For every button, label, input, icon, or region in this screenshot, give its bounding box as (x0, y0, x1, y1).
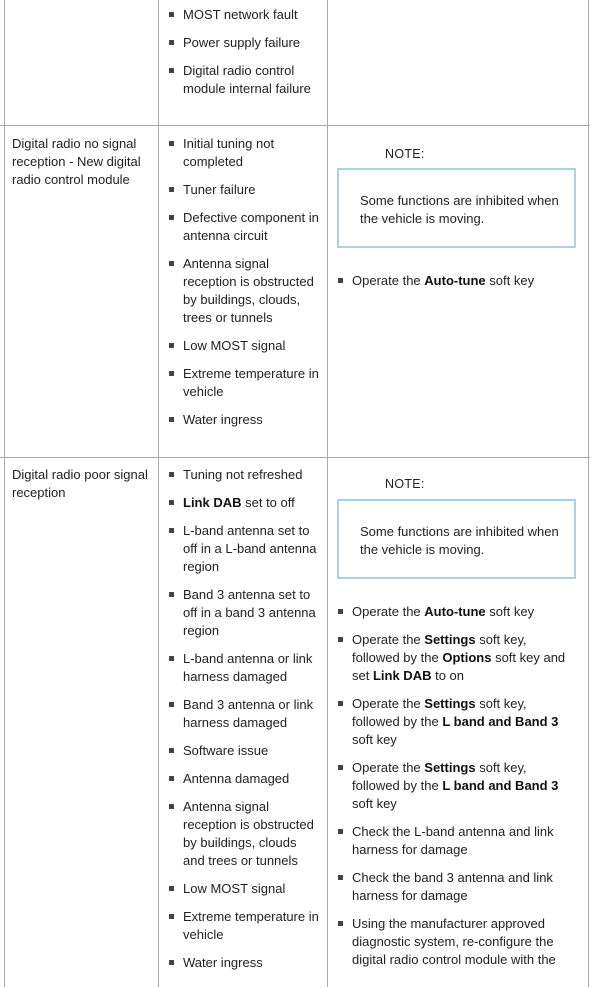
list-item: MOST network fault (168, 6, 320, 24)
list-item: Water ingress (168, 954, 320, 972)
list-item: Low MOST signal (168, 880, 320, 898)
list-item: Band 3 antenna or link harness damaged (168, 696, 320, 732)
cause-cell: Digital radio no signal reception - New digital radio control module (12, 136, 141, 187)
list-item: Operate the Settings soft key, followed by the Options soft key and set Link DAB to on (337, 631, 577, 685)
list-item: L-band antenna set to off in a L-band antenna region (168, 522, 320, 576)
list-item: L-band antenna or link harness damaged (168, 650, 320, 686)
list-item: Band 3 antenna set to off in a band 3 antenna region (168, 586, 320, 640)
column-divider-1 (158, 0, 159, 987)
note-box (337, 499, 576, 579)
symptom-list (168, 6, 320, 98)
list-item: Tuning not refreshed (168, 466, 320, 484)
action-list (337, 603, 577, 969)
list-item: Water ingress (168, 411, 320, 429)
list-item: Initial tuning not completed (168, 135, 320, 171)
list-item: Operate the Auto-tune soft key (337, 272, 577, 290)
list-item: Operate the Auto-tune soft key (337, 603, 577, 621)
action-list (337, 272, 577, 290)
note-label: NOTE: (385, 477, 425, 491)
column-divider-right (588, 0, 589, 987)
note-label: NOTE: (385, 147, 425, 161)
list-item: Operate the Settings soft key, followed by the L band and Band 3 soft key (337, 695, 577, 749)
list-item: Software issue (168, 742, 320, 760)
list-item: Check the L-band antenna and link harness for damage (337, 823, 577, 859)
cause-cell: Digital radio poor signal reception (12, 467, 148, 500)
list-item: Check the band 3 antenna and link harness for damage (337, 869, 577, 905)
list-item: Low MOST signal (168, 337, 320, 355)
list-item: Antenna signal reception is obstructed by buildings, clouds, trees or tunnels (168, 255, 320, 327)
column-divider-left (4, 0, 5, 987)
row-divider-2 (0, 457, 590, 458)
symptom-list (168, 466, 320, 972)
list-item: Antenna signal reception is obstructed by buildings, clouds and trees or tunnels (168, 798, 320, 870)
list-item: Digital radio control module internal failure (168, 62, 320, 98)
list-item: Link DAB set to off (168, 494, 320, 512)
list-item: Defective component in antenna circuit (168, 209, 320, 245)
list-item: Using the manufacturer approved diagnostic system, re-configure the digital radio control module with the (337, 915, 577, 969)
column-divider-2 (327, 0, 328, 987)
note-text: Some functions are inhibited when the vehicle is moving. (360, 524, 559, 557)
list-item: Extreme temperature in vehicle (168, 365, 320, 401)
note-box (337, 168, 576, 248)
list-item: Operate the Settings soft key, followed by the L band and Band 3 soft key (337, 759, 577, 813)
symptom-list (168, 135, 320, 429)
row-divider-1 (0, 125, 590, 126)
list-item: Extreme temperature in vehicle (168, 908, 320, 944)
note-text: Some functions are inhibited when the vehicle is moving. (360, 193, 559, 226)
list-item: Antenna damaged (168, 770, 320, 788)
list-item: Tuner failure (168, 181, 320, 199)
list-item: Power supply failure (168, 34, 320, 52)
